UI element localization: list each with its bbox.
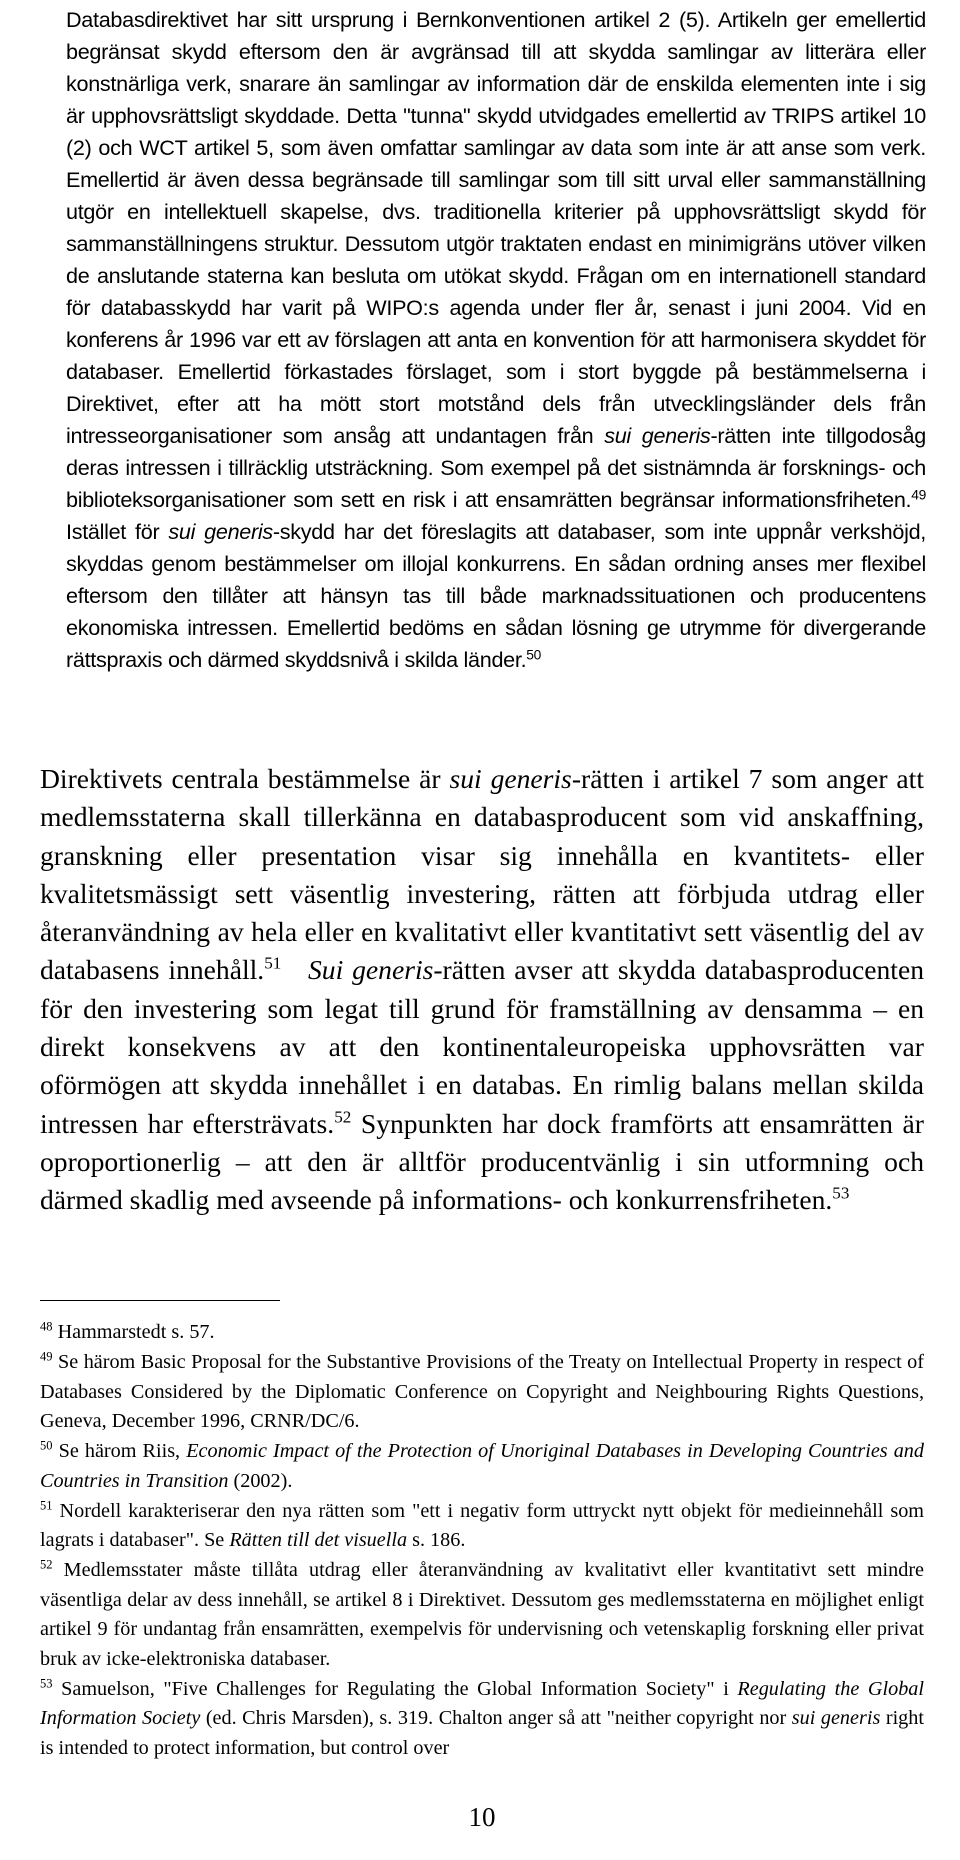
footnote-number: 49 bbox=[40, 1349, 53, 1364]
footnote-ref-49[interactable]: 49 bbox=[911, 486, 926, 503]
quote-text: -rätten inte tillgodosåg deras intressen i tillräcklig utsträckning. Som exempel på det sistnämnda är forsknings- och biblioteksorganisationer som sett en risk i att ensamrätten begränsar informationsfriheten. bbox=[66, 423, 926, 512]
footnotes bbox=[40, 1318, 924, 1764]
footnote-number: 52 bbox=[40, 1557, 53, 1572]
footnote-ref-50[interactable]: 50 bbox=[526, 646, 542, 663]
body-italic-term: Sui generis bbox=[307, 954, 434, 986]
footnote-text: Se härom Riis, bbox=[58, 1440, 187, 1463]
footnote-50 bbox=[40, 1437, 924, 1496]
footnote-text: right is intended to protect information, but control over bbox=[40, 1707, 924, 1759]
footnote-ref-52[interactable]: 52 bbox=[334, 1107, 352, 1127]
footnote-separator bbox=[40, 1300, 280, 1301]
footnote-text: Medlemsstater måste tillåta utdrag eller återanvändning av kvalitativt eller kvantitativt sett mindre väsentliga delar av dess innehåll, se artikel 8 i Direktivet. Dessutom ges medlemsstaterna en möjlighet enligt artikel 9 för undantag från ensamrätten, exempelvis för undervisning och vetenskaplig forskning eller privat bruk av icke-elektroniska databaser. bbox=[40, 1559, 925, 1670]
footnote-number: 50 bbox=[40, 1438, 53, 1453]
footnote-number: 48 bbox=[40, 1319, 53, 1334]
quote-text: Databasdirektivet har sitt ursprung i Bernkonventionen artikel 2 (5). Artikeln ger emellertid begränsat skydd eftersom den är avgränsad till att skydda samlingar av litterära eller konstnärliga verk, snarare än samlingar av information där de enskilda elementen inte i sig är upphovsrättsligt skyddade. Detta "tunna" skydd utvidgades emellertid av TRIPS artikel 10 (2) och WCT artikel 5, som även omfattar samlingar av data som inte är att anse som verk. Emellertid är även dessa begränsade till samlingar som till sitt urval eller sammanställning utgör en intellektuell skapelse, dvs. traditionella kriterier på upphovsrättsligt skydd för sammanställningens struktur. Dessutom utgör traktaten endast en minimigräns utöver vilken de anslutande staterna kan besluta om utökat skydd. Frågan om en internationell standard för databasskydd har varit på WIPO:s agenda under fler år, senast i juni 2004. Vid en konferens år 1996 var ett av förslagen att anta en konvention för att harmonisera skyddet för databaser. Emellertid förkastades förslaget, som i stort byggde på bestämmelserna i Direktivet, efter att ha mött stort motstånd dels från utvecklingsländer dels från intresseorganisationer som ansåg att undantagen från bbox=[66, 7, 926, 448]
footnote-48 bbox=[40, 1318, 924, 1347]
quote-italic-term: sui generis bbox=[168, 519, 273, 544]
page-number: 10 bbox=[468, 1802, 496, 1832]
footnote-53 bbox=[40, 1675, 924, 1763]
footnote-ref-51[interactable]: 51 bbox=[264, 953, 282, 973]
footnote-text: (ed. Chris Marsden), s. 319. Chalton anger så att "neither copyright nor bbox=[200, 1707, 792, 1730]
body-text: -rätten i artikel 7 som anger att medlemsstaterna skall tillerkänna en databasproducent som vid anskaffning, granskning eller presentation visar sig innehålla en kvantitets- eller kvalitetsmässigt sett väsentlig investering, rätten att förbjuda utdrag eller återanvändning av hela eller en kvalitativt eller kvantitativt sett väsentlig del av databasens innehåll. bbox=[40, 763, 924, 986]
body-text: Synpunkten har dock framförts att ensamrätten är oproportionerlig – att den är alltför producentvänlig i sin utformning och därmed skadlig med avseende på informations- och konkurrensfriheten. bbox=[40, 1107, 924, 1216]
quote-italic-term: sui generis bbox=[604, 423, 711, 448]
footnote-text: Se härom Basic Proposal for the Substantive Provisions of the Treaty on Intellectual Property in respect of Databases Considered by the Diplomatic Conference on Copyright and Neighbouring Rights Questions, Geneva, December 1996, CRNR/DC/6. bbox=[40, 1351, 925, 1433]
footnote-text: (2002). bbox=[228, 1469, 293, 1492]
footnote-text: Nordell karakteriserar den nya rätten som "ett i negativ form uttryckt nytt objekt för medieinnehåll som lagrats i databaser". Se bbox=[40, 1499, 924, 1552]
body-text: Direktivets centrala bestämmelse är bbox=[40, 763, 450, 794]
document-page bbox=[40, 0, 924, 1860]
footnote-text: Samuelson, "Five Challenges for Regulating the Global Information Society" i bbox=[61, 1677, 738, 1700]
footnote-text: s. 186. bbox=[407, 1529, 466, 1552]
footnote-italic-term: sui generis bbox=[791, 1707, 881, 1730]
quote-text: Istället för bbox=[66, 519, 169, 544]
footnote-number: 53 bbox=[40, 1676, 53, 1691]
body-text: -rätten avser att skydda databasproducenten för den investering som legat till grund för framställning av densamma – en direkt konsekvens av att den kontinentaleuropeiska upphovsrätten var oförmögen att skydda innehållet i en databas. En rimlig balans mellan skilda intressen har eftersträvats. bbox=[40, 954, 924, 1139]
footnote-52 bbox=[40, 1556, 924, 1674]
footnote-51 bbox=[40, 1497, 924, 1556]
footnote-italic-title: Regulating the Global Information Society bbox=[40, 1677, 924, 1730]
footnote-italic-title: Economic Impact of the Protection of Unoriginal Databases in Developing Countries and Countries in Transition bbox=[40, 1440, 924, 1492]
body-paragraph bbox=[40, 760, 924, 1220]
footnote-ref-53[interactable]: 53 bbox=[832, 1183, 850, 1203]
footnote-number: 51 bbox=[40, 1498, 53, 1513]
footnote-49 bbox=[40, 1348, 924, 1436]
footnote-italic-title: Rätten till det visuella bbox=[229, 1529, 408, 1552]
footnote-text: Hammarstedt s. 57. bbox=[57, 1321, 215, 1343]
quote-text: -skydd har det föreslagits att databaser, som inte uppnår verkshöjd, skyddas genom bestämmelser om illojal konkurrens. En sådan ordning anses mer flexibel eftersom den tillåter att hänsyn tas till både marknadssituationen och producentens ekonomiska intressen. Emellertid bedöms en sådan lösning ge utrymme för divergerande rättspraxis och därmed skyddsnivå i skilda länder. bbox=[66, 519, 926, 672]
body-italic-term: sui generis bbox=[449, 763, 572, 794]
indented-quote-paragraph bbox=[66, 4, 926, 676]
